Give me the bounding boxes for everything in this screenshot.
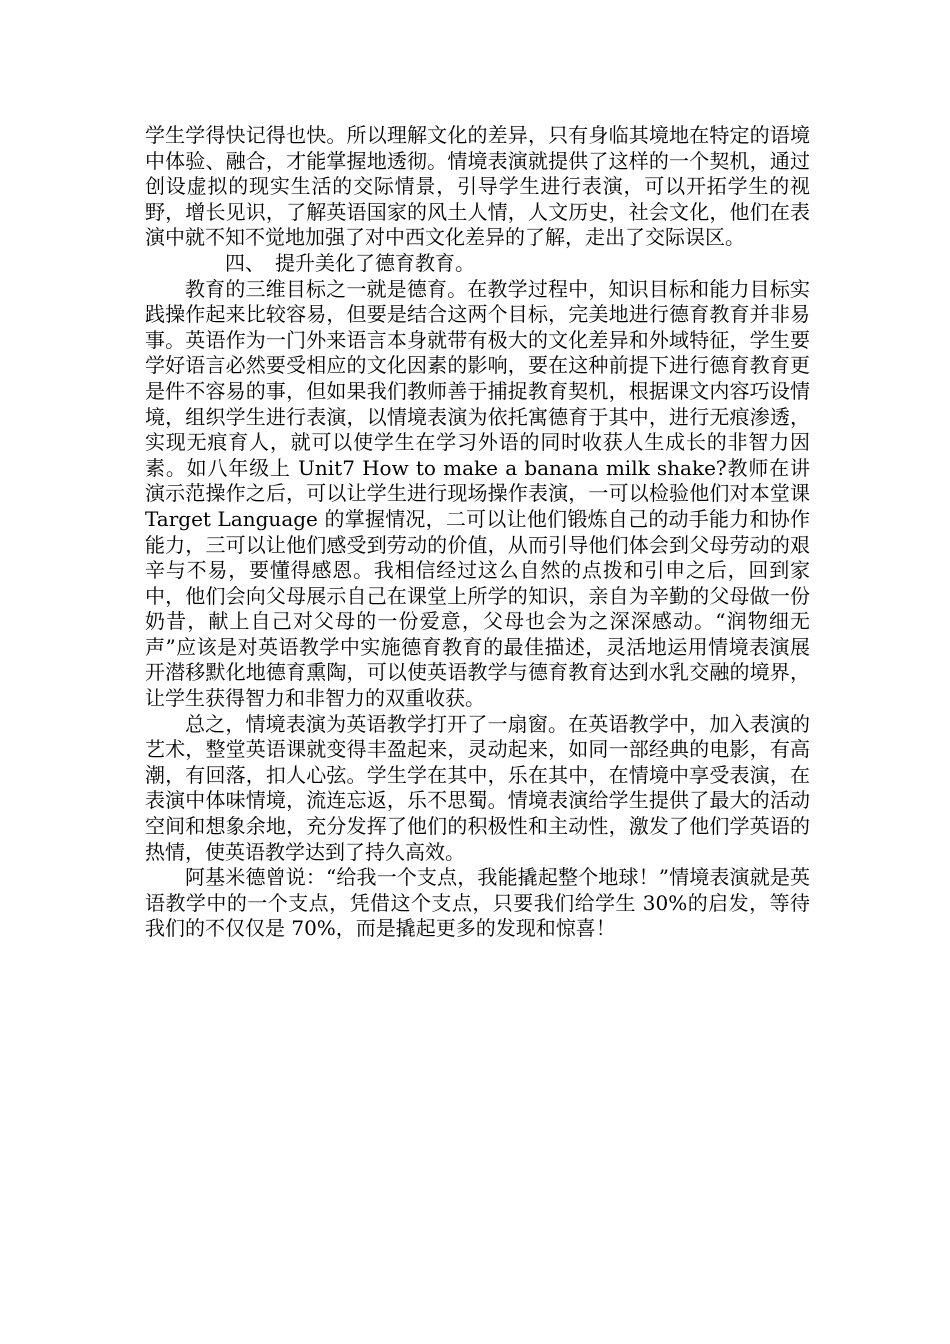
paragraph-culture-continuation: 学生学得快记得也快。所以理解文化的差异，只有身临其境地在特定的语境中体验、融合，才能掌握地透彻。情境表演就提供了这样的一个契机，通过创设虚拟的现实生活的交际情景，引导学生进行表演，可以开拓学生的视野，增长见识，了解英语国家的风土人情，人文历史，社会文化，他们在表演中就不知不觉地加强了对中西文化差异的了解，走出了交际误区。 [145, 123, 810, 250]
document-body [145, 123, 810, 942]
paragraph-moral-education: 教育的三维目标之一就是德育。在教学过程中，知识目标和能力目标实践操作起来比较容易，但要是结合这两个目标，完美地进行德育教育并非易事。英语作为一门外来语言本身就带有极大的文化差异和外域特征，学生要学好语言必然要受相应的文化因素的影响，要在这种前提下进行德育教育更是件不容易的事，但如果我们教师善于捕捉教育契机，根据课文内容巧设情境，组织学生进行表演，以情境表演为依托寓德育于其中，进行无痕渗透，实现无痕育人，就可以使学生在学习外语的同时收获人生成长的非智力因素。如八年级上 Unit7 How to make a banana milk shake?教师在讲演示范操作之后，可以让学生进行现场操作表演，一可以检验他们对本堂课 Target Language 的掌握情况，二可以让他们锻炼自己的动手能力和协作能力，三可以让他们感受到劳动的价值，从而引导他们体会到父母劳动的艰辛与不易，要懂得感恩。我相信经过这么自然的点拨和引申之后，回到家中，他们会向父母展示自己在课堂上所学的知识，亲自为辛勤的父母做一份奶昔，献上自己对父母的一份爱意，父母也会为之深深感动。“润物细无声”应该是对英语教学中实施德育教育的最佳描述，灵活地运用情境表演展开潜移默化地德育熏陶，可以使英语教学与德育教育达到水乳交融的境界，让学生获得智力和非智力的双重收获。 [145, 276, 810, 711]
paragraph-archimedes-quote: 阿基米德曾说：“给我一个支点，我能撬起整个地球！”情境表演就是英语教学中的一个支点，凭借这个支点，只要我们给学生 30%的启发，等待我们的不仅仅是 70%，而是撬起更多的发现和惊喜！ [145, 865, 810, 941]
paragraph-summary: 总之，情境表演为英语教学打开了一扇窗。在英语教学中，加入表演的艺术，整堂英语课就变得丰盈起来，灵动起来，如同一部经典的电影，有高潮，有回落，扣人心弦。学生学在其中，乐在其中，在情境中享受表演，在表演中体味情境，流连忘返，乐不思蜀。情境表演给学生提供了最大的活动空间和想象余地，充分发挥了他们的积极性和主动性，激发了他们学英语的热情，使英语教学达到了持久高效。 [145, 711, 810, 864]
section-heading-moral-education: 四、 提升美化了德育教育。 [225, 250, 475, 275]
